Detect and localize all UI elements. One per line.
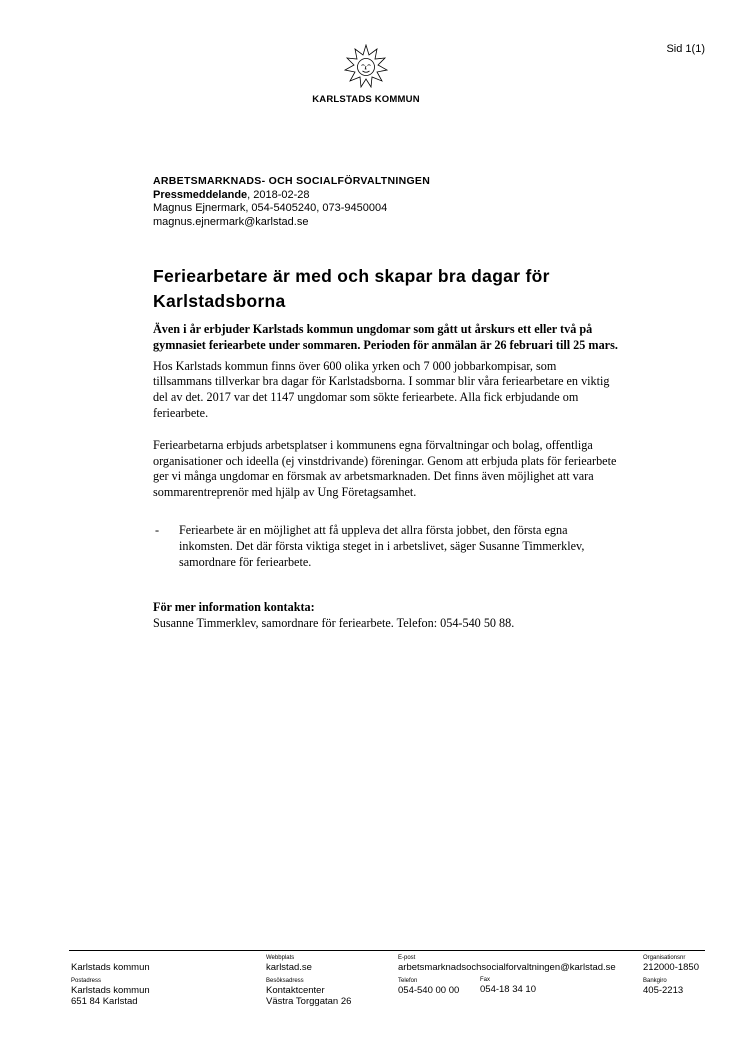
footer-epost[interactable]: arbetsmarknadsochsocialforvaltningen@karlstad.se xyxy=(398,962,616,973)
contact-heading: För mer information kontakta: xyxy=(153,600,315,615)
footer-webbplats-label: Webbplats xyxy=(266,955,295,961)
footer-col-webbplats xyxy=(266,954,351,1007)
paragraph-2: Feriearbetarna erbjuds arbetsplatser i kommunens egna förvaltningar och bolag, offentliga organisationer och ideella (ej vinstdrivande) föreningar. Genom att erbjuda plats för feriearbete ger vi många ungdomar en försmak av arbetsmarknaden. Det finns även möjlighet att vara sommarentreprenör med hjälp av Ung Företagsamhet. xyxy=(153,437,617,500)
contact-section xyxy=(153,600,618,632)
paragraph-1: Hos Karlstads kommun finns över 600 olika yrken och 7 000 jobbarkompisar, som tillsammans tillverkar bra dagar för Karlstadsborna. I sommar blir våra feriearbetare en viktig del av det. 2017 var det 1147 ungdomar som sökte feriearbete. Alla fick erbjudande om feriearbete. xyxy=(153,358,610,420)
footer-bankgiro-label: Bankgiro xyxy=(643,978,667,984)
contact-email: magnus.ejnermark@karlstad.se xyxy=(153,215,309,228)
footer-col-fax xyxy=(480,976,536,995)
footer-orgnr: 212000-1850 xyxy=(643,962,699,973)
quote-dash: - xyxy=(155,522,160,537)
press-header xyxy=(153,175,430,229)
press-line xyxy=(153,189,430,203)
footer-col-orgnr xyxy=(643,954,699,996)
footer-besoksadress-label: Besöksadress xyxy=(266,978,304,984)
footer-besoksadress-line2: Västra Torggatan 26 xyxy=(266,996,352,1007)
footer-orgnr-label: Organisationsnr xyxy=(643,955,686,961)
footer-postadress-label: Postadress xyxy=(71,978,102,984)
headline: Feriearbetare är med och skapar bra dagar för Karlstadsborna xyxy=(153,266,550,311)
footer-postadress-line2: 651 84 Karlstad xyxy=(71,996,138,1007)
footer-org-name: Karlstads kommun xyxy=(71,962,150,973)
quote-text: Feriearbete är en möjlighet att få uppleva det allra första jobbet, den första egna inkomsten. Det där första viktiga steget in i arbetslivet, säger Susanne Timmerklev, samordnare för feriearbete. xyxy=(179,522,585,569)
sun-icon xyxy=(344,44,388,88)
footer-col-postadress xyxy=(71,954,150,1007)
footer-bankgiro: 405-2213 xyxy=(643,985,684,996)
logo-text: KARLSTADS KOMMUN xyxy=(312,94,420,105)
article-body xyxy=(153,322,618,632)
press-label: Pressmeddelande xyxy=(153,188,248,201)
footer-epost-label: E-post xyxy=(398,955,416,961)
page-number: Sid 1(1) xyxy=(666,43,705,55)
footer-telefon-label: Telefon xyxy=(398,978,418,984)
footer-webbplats[interactable]: karlstad.se xyxy=(266,962,312,973)
contact-line: Magnus Ejnermark, 054-5405240, 073-9450004 xyxy=(153,202,388,214)
footer-fax: 054-18 34 10 xyxy=(480,984,536,995)
lead-paragraph: Även i år erbjuder Karlstads kommun ungdomar som gått ut årskurs ett eller två på gymnasiet feriearbete under sommaren. Perioden för anmälan är 26 februari till 25 mars. xyxy=(153,322,618,352)
contact-text: Susanne Timmerklev, samordnare för feriearbete. Telefon: 054-540 50 88. xyxy=(153,616,515,631)
quote-item xyxy=(153,523,618,570)
footer-besoksadress-line1: Kontaktcenter xyxy=(266,985,325,996)
logo xyxy=(300,44,432,105)
department-name: ARBETSMARKNADS- OCH SOCIALFÖRVALTNINGEN xyxy=(153,175,431,187)
footer-fax-label: Fax xyxy=(480,977,491,983)
footer-postadress-line1: Karlstads kommun xyxy=(71,985,150,996)
footer-telefon: 054-540 00 00 xyxy=(398,985,460,996)
press-date: , 2018-02-28 xyxy=(247,188,310,201)
footer-divider xyxy=(69,950,705,951)
